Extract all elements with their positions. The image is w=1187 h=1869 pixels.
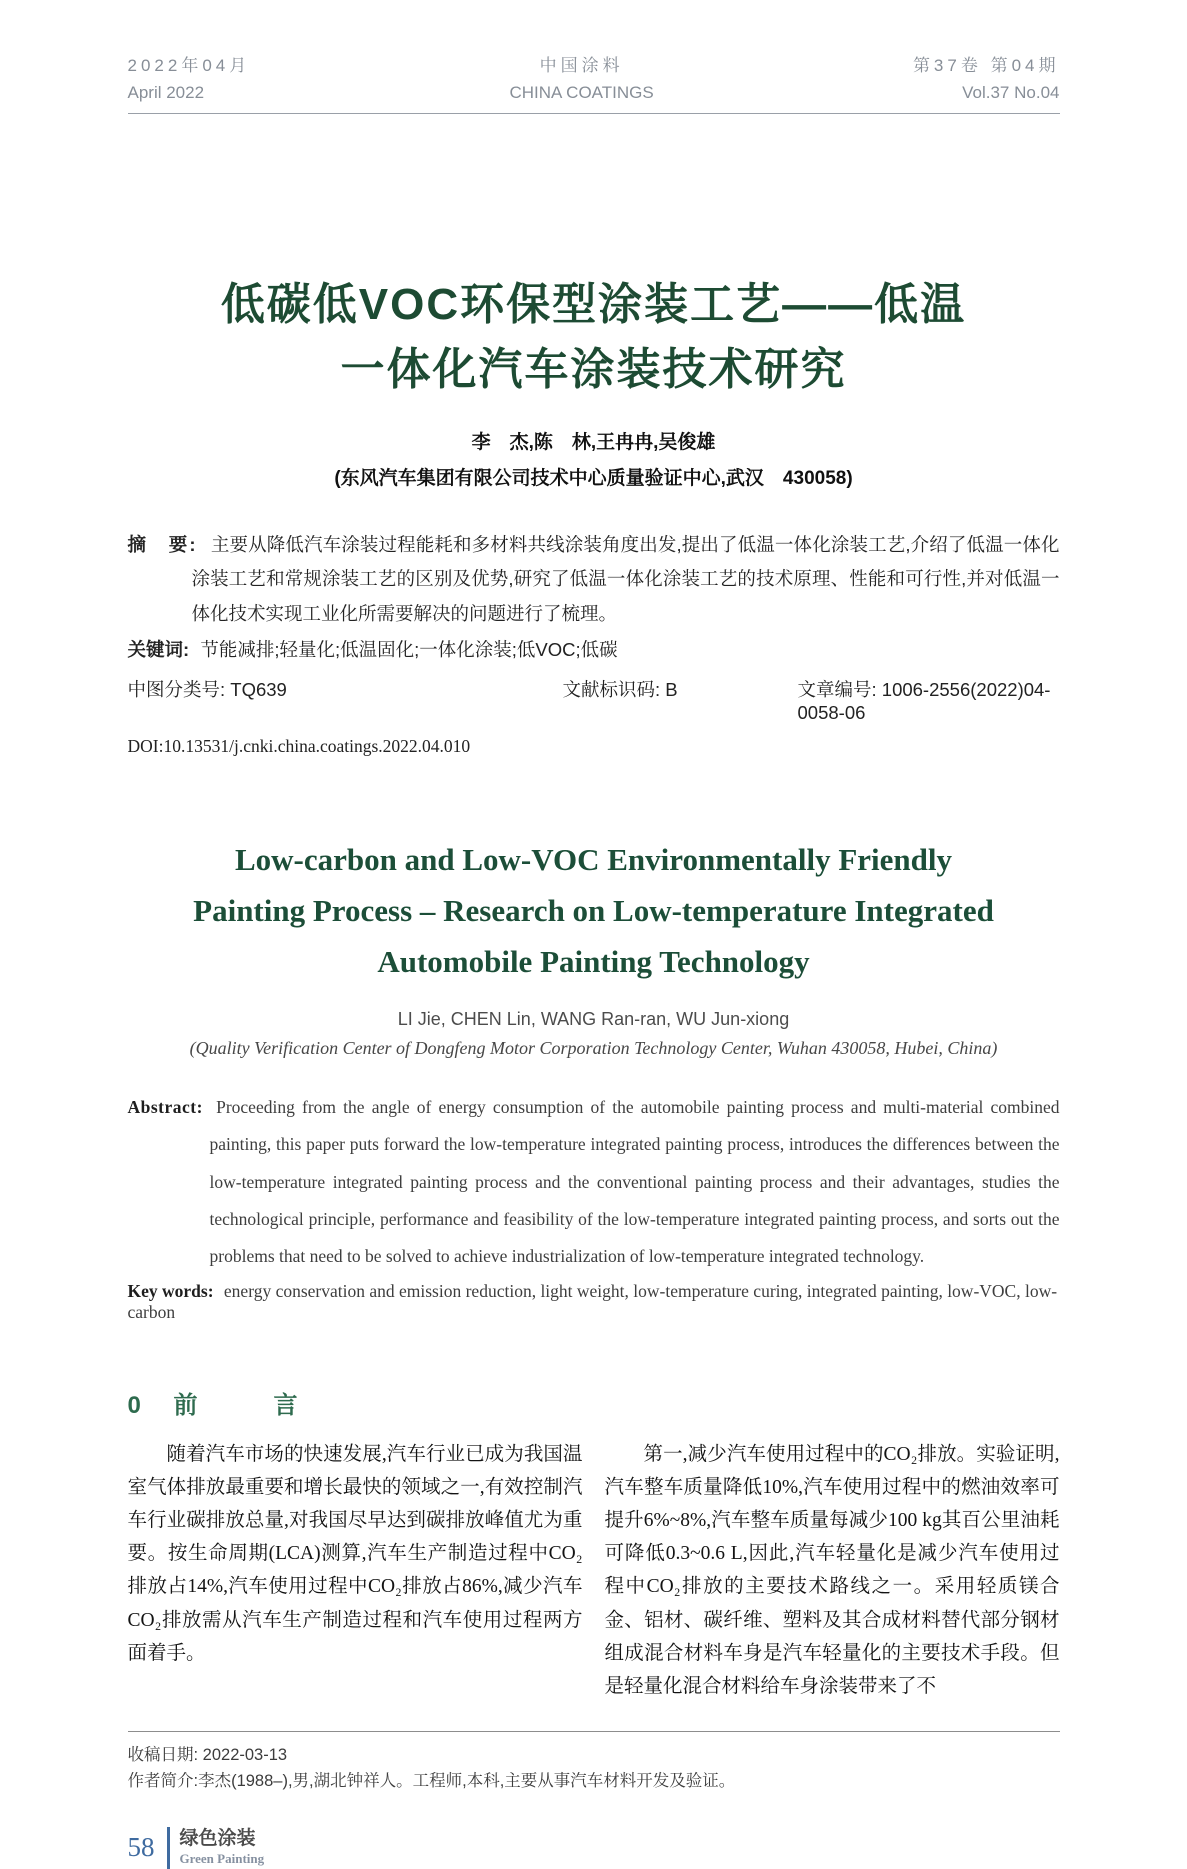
keywords-cn [128,636,1060,662]
header-issue-en: Vol.37 No.04 [962,83,1060,103]
body-column-right [605,1438,1060,1703]
paragraph: 第一,减少汽车使用过程中的CO₂排放。实验证明,汽车整车质量降低10%,汽车使用过程中的燃油效率可提升6%~8%,汽车整车质量每减少100 kg其百公里油耗可降低0.3~0.6 L,因此,汽车轻量化是减少汽车使用过程中CO₂排放的主要技术路线之一。采用轻质镁合金、铝材、碳纤维、塑料及其合成材料替代部分钢材组成混合材料车身是汽车轻量化的主要技术手段。但是轻量化混合材料给车身涂装带来了不 [604,1443,1060,1697]
received-date: 收稿日期: 2022-03-13 [127,1745,288,1764]
abstract-cn-label: 摘 要: [127,533,198,555]
header-journal-en: CHINA COATINGS [509,83,654,103]
authors-cn: 李 杰,陈 林,王冉冉,吴俊雄 [471,431,716,453]
footer-column-cn: 绿色涂装 [179,1827,256,1849]
header-journal-cn: 中国涂料 [539,56,624,75]
abstract-cn-text: 主要从降低汽车涂装过程能耗和多材料共线涂装角度出发,提出了低温一体化涂装工艺,介绍了低温一体化涂装工艺和常规涂装工艺的区别及优势,研究了低温一体化涂装工艺的技术原理、性能和可行性,并对低温一体化技术实现工业化所需要解决的问题进行了梳理。 [191,533,1060,625]
article-title-en-line2: Painting Process – Research on Low-temperature Integrated [193,892,994,928]
meta-row [128,676,1060,724]
body-column-left [128,1438,583,1703]
abstract-en-text: Proceeding from the angle of energy consumption of the automobile painting process and multi-material combined painting, this paper puts forward the low-temperature integrated painting process, introduces the differences between the low-temperature integrated painting process and the conventional painting process and their advantages, studies the technological principle, performance and feasibility of the low-temperature integrated painting process, and sorts out the problems that need to be solved to achieve industrialization of low-temperature integrated technology. [209,1097,1060,1266]
abstract-en-label: Abstract: [127,1097,203,1118]
affiliation-cn: (东风汽车集团有限公司技术中心质量验证中心,武汉 430058) [334,467,853,489]
page-footer [128,1827,1060,1869]
body-columns [128,1438,1060,1703]
header-issue [913,52,1060,106]
page-number: 58 [127,1832,155,1863]
keywords-en-label: Key words: [127,1280,214,1301]
article-title-cn-line2: 一体化汽车涂装技术研究 [340,345,847,395]
article-id: 文章编号: 1006-2556(2022)04-0058-06 [797,678,1051,723]
section-title: 前 言 [173,1391,324,1419]
header-date-cn: 2022年04月 [127,56,251,75]
authors-en: LI Jie, CHEN Lin, WANG Ran-ran, WU Jun-xiong [397,1009,790,1030]
keywords-en-text: energy conservation and emission reduction, light weight, low-temperature curing, integrated painting, low-VOC, low-carbon [127,1280,1058,1322]
keywords-en [128,1281,1060,1323]
abstract-cn [128,528,1060,632]
article-title-cn [128,272,1060,402]
footer-column-name [180,1828,265,1868]
article-title-en [128,835,1060,987]
header-issue-cn: 第37卷 第04期 [912,56,1060,75]
paper-page [128,0,1060,1869]
clc-number: 中图分类号: TQ639 [127,678,287,700]
footnote [128,1731,1060,1795]
keywords-cn-text: 节能减排;轻量化;低温固化;一体化涂装;低VOC;低碳 [200,638,618,660]
section-heading-0 [128,1385,1060,1420]
section-number: 0 [127,1391,141,1419]
article-title-cn-line1: 低碳低VOC环保型涂装工艺——低温 [220,280,967,330]
affiliation-en: (Quality Verification Center of Dongfeng Motor Corporation Technology Center, Wuhan 430058, Hubei, China) [189,1038,998,1059]
footer-column-en: Green Painting [179,1850,265,1866]
header-date-en: April 2022 [127,83,205,103]
article-title-en-line3: Automobile Painting Technology [377,943,810,979]
abstract-en [128,1089,1060,1274]
keywords-cn-label: 关键词: [127,638,190,660]
author-bio: 作者简介:李杰(1988–),男,湖北钟祥人。工程师,本科,主要从事汽车材料开发及验证。 [127,1772,736,1791]
header-journal [509,52,653,106]
article-title-en-line1: Low-carbon and Low-VOC Environmentally Friendly [234,841,953,877]
header-date [128,52,251,106]
paragraph: 随着汽车市场的快速发展,汽车行业已成为我国温室气体排放最重要和增长最快的领域之一,有效控制汽车行业碳排放总量,对我国尽早达到碳排放峰值尤为重要。按生命周期(LCA)测算,汽车生产制造过程中CO₂排放占14%,汽车使用过程中CO₂排放占86%,减少汽车CO₂排放需从汽车生产制造过程和汽车使用过程两方面着手。 [127,1443,583,1664]
doi: DOI:10.13531/j.cnki.china.coatings.2022.04.010 [127,735,471,756]
journal-header [128,52,1060,114]
footer-divider-bar [167,1827,170,1869]
document-code: 文献标识码: B [562,678,678,700]
